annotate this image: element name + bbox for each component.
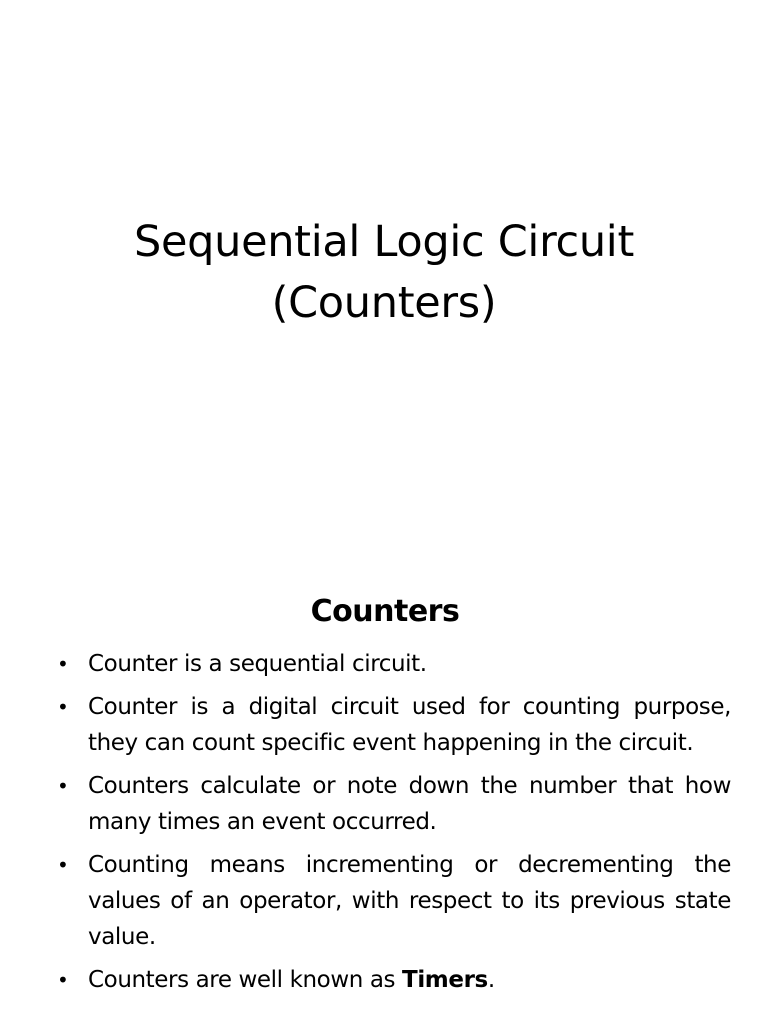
bold-term: Timers [402,967,488,993]
bullet-text-suffix: . [487,967,495,993]
bullet-text: Counting means incrementing or decrementing the values of an operator, with respect to its previous state value. [88,852,731,950]
bullet-list [57,646,731,1005]
bullet-icon: • [57,968,69,992]
bullet-icon: • [57,774,69,798]
slide-title-line1: Sequential Logic Circuit [133,217,635,267]
bullet-text: Counters calculate or note down the number that how many times an event occurred. [88,773,731,835]
section-heading: Counters [310,594,460,629]
bullet-item [57,768,731,840]
slide-title [0,212,768,334]
bullet-item [57,962,731,998]
bullet-icon: • [57,853,69,877]
bullet-item [57,689,731,761]
bullet-item [57,646,731,682]
slide-title-line2: (Counters) [271,278,497,328]
bullet-text-prefix: Counters are well known as [88,967,403,993]
bullet-item [57,847,731,955]
bullet-text: Counter is a sequential circuit. [88,651,427,677]
bullet-icon: • [57,695,69,719]
bullet-icon: • [57,652,69,676]
bullet-text: Counter is a digital circuit used for counting purpose, they can count specific event happening in the circuit. [88,694,731,756]
